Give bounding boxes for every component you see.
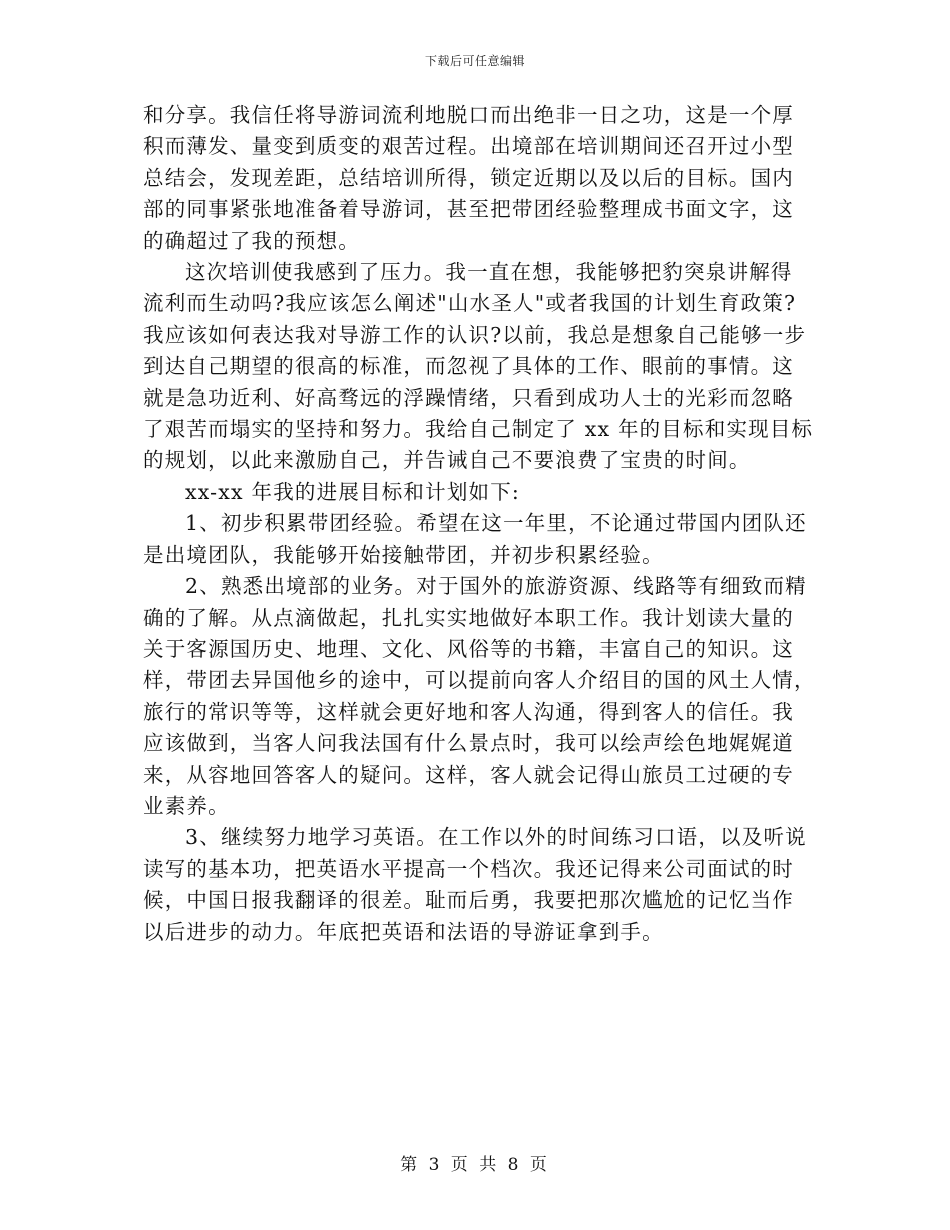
text-line: 和分享。我信任将导游词流利地脱口而出绝非一日之功，这是一个厚 <box>143 103 794 127</box>
text-line: 2、熟悉出境部的业务。对于国外的旅游资源、线路等有细致而精 <box>185 574 807 599</box>
text-line: 的确超过了我的预想。 <box>143 228 360 253</box>
text-line: 3、继续努力地学习英语。在工作以外的时间练习口语，以及听说 <box>185 825 807 850</box>
text-line: 业素养。 <box>143 793 230 818</box>
text-line: 是出境团队，我能够开始接触带团，并初步积累经验。 <box>143 542 664 567</box>
text-line: 关于客源国历史、地理、文化、风俗等的书籍，丰富自己的知识。这 <box>143 636 794 661</box>
page-header-note: 下载后可任意编辑 <box>424 54 525 68</box>
text-line: 积而薄发、量变到质变的艰苦过程。出境部在培训期间还召开过小型 <box>143 134 794 159</box>
document-body <box>143 100 815 948</box>
text-line: 以后进步的动力。年底把英语和法语的导游证拿到手。 <box>143 919 664 944</box>
text-line: 到达自己期望的很高的标准，而忽视了具体的工作、眼前的事情。这 <box>143 354 794 379</box>
text-line: 样，带团去异国他乡的途中，可以提前向客人介绍目的国的风土人情， <box>143 668 816 693</box>
text-line: 了艰苦而塌实的坚持和努力。我给自己制定了 xx 年的目标和实现目标 <box>143 417 814 442</box>
text-line: 就是急功近利、好高骛远的浮躁情绪，只看到成功人士的光彩而忽略 <box>143 385 794 410</box>
text-line: 候，中国日报我翻译的很差。耻而后勇，我要把那次尴尬的记忆当作 <box>143 888 794 913</box>
text-line: 我应该如何表达我对导游工作的认识?以前，我总是想象自己能够一步 <box>143 322 807 347</box>
text-line: 的规划，以此来激励自己，并告诫自己不要浪费了宝贵的时间。 <box>143 448 751 473</box>
text-line: 来，从容地回答客人的疑问。这样，客人就会记得山旅员工过硬的专 <box>143 762 794 787</box>
text-line: xx-xx 年我的进展目标和计划如下: <box>185 479 521 504</box>
page-number-footer: 第 3 页 共 8 页 <box>400 1155 550 1175</box>
text-line: 应该做到，当客人问我法国有什么景点时，我可以绘声绘色地娓娓道 <box>143 731 794 756</box>
text-line: 流利而生动吗?我应该怎么阐述"山水圣人"或者我国的计划生育政策? <box>143 291 797 316</box>
text-line: 部的同事紧张地准备着导游词，甚至把带团经验整理成书面文字，这 <box>143 197 794 222</box>
text-line: 这次培训使我感到了压力。我一直在想，我能够把豹突泉讲解得 <box>185 260 793 285</box>
text-line: 总结会，发现差距，总结培训所得，锁定近期以及以后的目标。国内 <box>143 165 794 190</box>
text-line: 1、初步积累带团经验。希望在这一年里，不论通过带国内团队还 <box>185 511 807 536</box>
text-line: 旅行的常识等等，这样就会更好地和客人沟通，得到客人的信任。我 <box>143 699 794 724</box>
text-line: 读写的基本功，把英语水平提高一个档次。我还记得来公司面试的时 <box>143 856 794 881</box>
text-line: 确的了解。从点滴做起，扎扎实实地做好本职工作。我计划读大量的 <box>143 605 794 630</box>
